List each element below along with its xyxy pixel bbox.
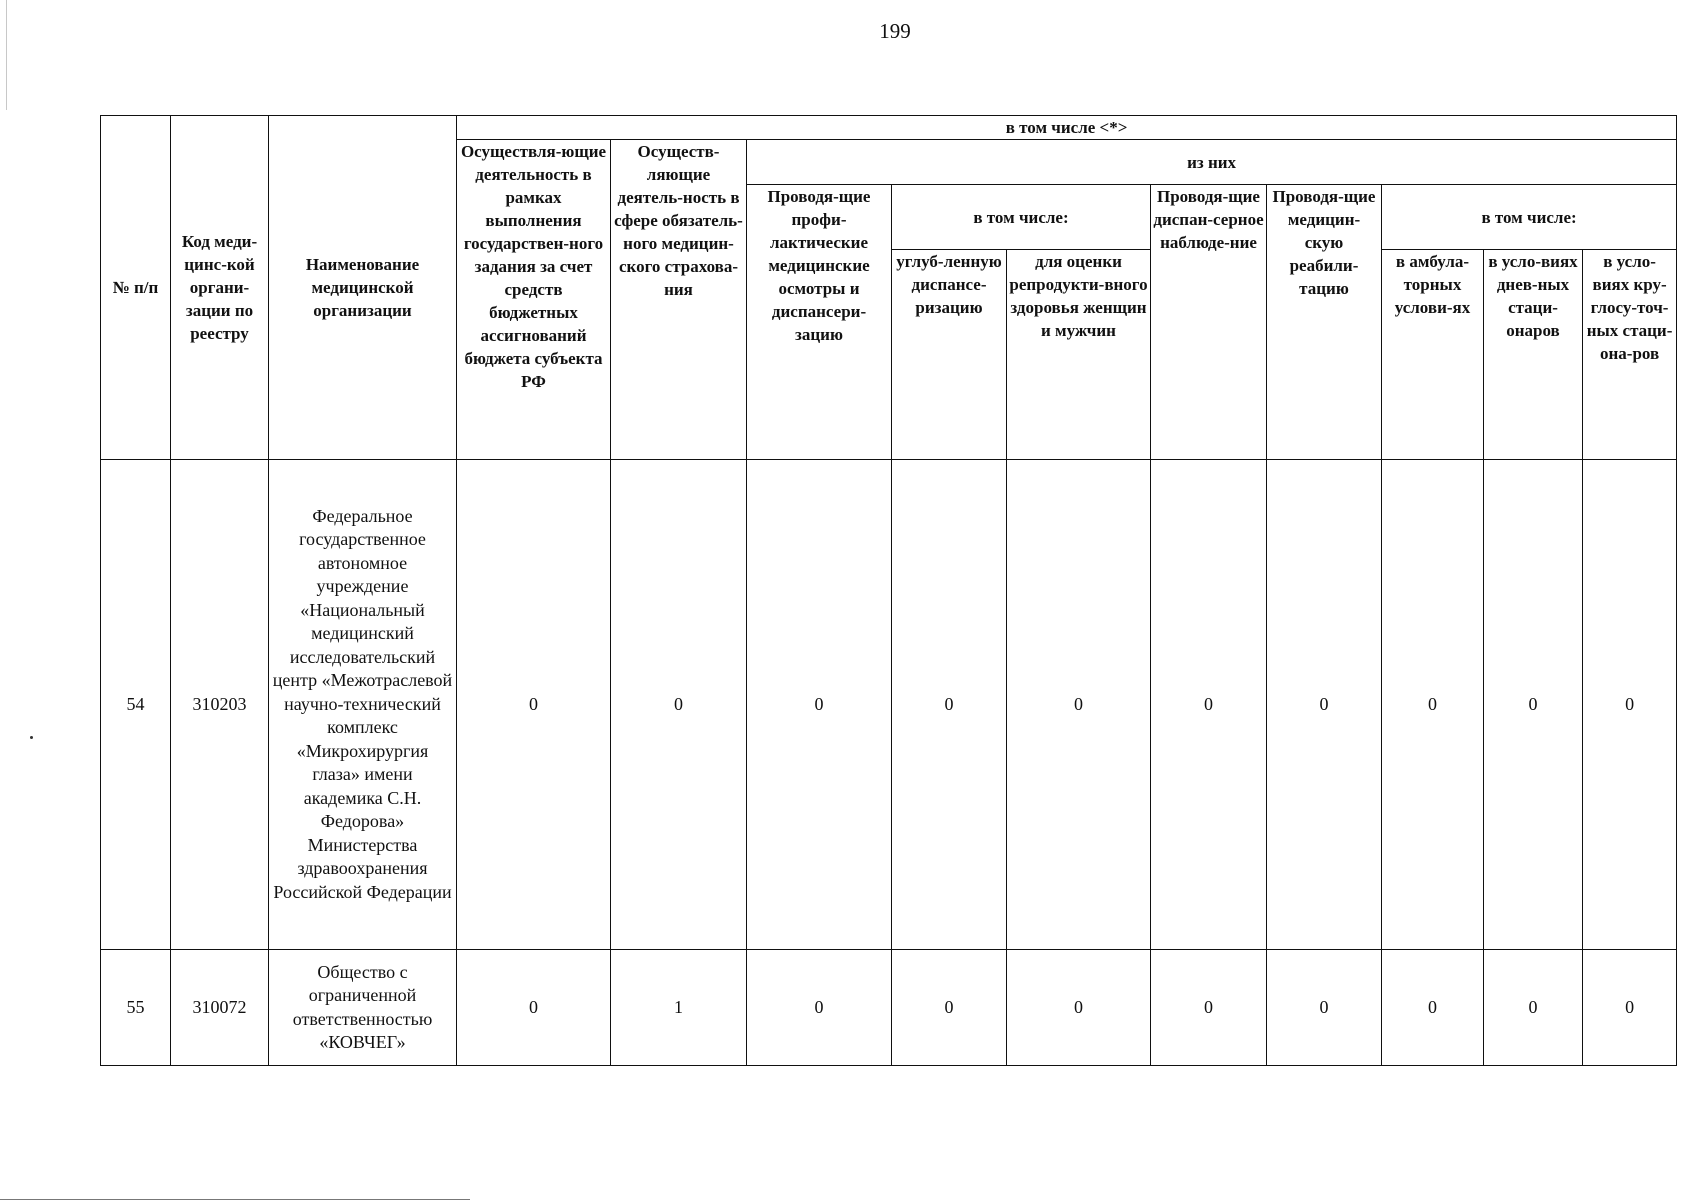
value-amb: 0 <box>1382 460 1484 950</box>
header-including-b: в том числе: <box>1382 185 1677 250</box>
header-repro: для оценки репродукти-вного здоровья женщин и мужчин <box>1007 250 1151 460</box>
value-deep: 0 <box>892 460 1007 950</box>
value-budget: 0 <box>457 950 611 1066</box>
scan-speck <box>30 736 33 739</box>
header-day: в усло-виях днев-ных стаци-онаров <box>1484 250 1583 460</box>
header-disp: Проводя-щие диспан-серное наблюде-ние <box>1151 185 1267 460</box>
row-code: 310203 <box>171 460 269 950</box>
value-budget: 0 <box>457 460 611 950</box>
value-day: 0 <box>1484 460 1583 950</box>
value-oms: 0 <box>611 460 747 950</box>
header-code: Код меди-цинс-кой органи-зации по реестру <box>171 116 269 460</box>
header-num: № п/п <box>101 116 171 460</box>
page-number: 199 <box>879 19 911 43</box>
row-num: 55 <box>101 950 171 1066</box>
header-prof: Проводя-щие профи-лактические медицинские осмотры и диспансери-зацию <box>747 185 892 460</box>
header-of-them: из них <box>747 140 1677 185</box>
value-disp: 0 <box>1151 950 1267 1066</box>
value-rehab: 0 <box>1267 460 1382 950</box>
header-deep: углуб-ленную диспансе-ризацию <box>892 250 1007 460</box>
registry-table <box>100 115 1677 1066</box>
header-oms: Осуществ-ляющие деятель-ность в сфере обязатель-ного медицин-ского страхова-ния <box>611 140 747 460</box>
table-row <box>101 460 1677 950</box>
value-prof: 0 <box>747 950 892 1066</box>
row-org-name: Федеральное государственное автономное учреждение «Национальный медицинский исследовательский центр «Межотраслевой научно-технический комплекс «Микрохирургия глаза» имени академика С.Н. Федорова» Министерства здравоохранения Российской Федерации <box>269 460 457 950</box>
row-org-name: Общество с ограниченной ответственностью «КОВЧЕГ» <box>269 950 457 1066</box>
header-including: в том числе <*> <box>457 116 1677 140</box>
value-rehab: 0 <box>1267 950 1382 1066</box>
value-prof: 0 <box>747 460 892 950</box>
header-budget: Осуществля-ющие деятельность в рамках выполнения государствен-ного задания за счет средств бюджетных ассигнований бюджета субъекта РФ <box>457 140 611 460</box>
row-num: 54 <box>101 460 171 950</box>
value-oms: 1 <box>611 950 747 1066</box>
value-round: 0 <box>1583 950 1677 1066</box>
row-code: 310072 <box>171 950 269 1066</box>
header-amb: в амбула-торных услови-ях <box>1382 250 1484 460</box>
value-round: 0 <box>1583 460 1677 950</box>
header-rehab: Проводя-щие медицин-скую реабили-тацию <box>1267 185 1382 460</box>
value-repro: 0 <box>1007 950 1151 1066</box>
header-round: в усло-виях кру-глосу-точ-ных стаци-она-ров <box>1583 250 1677 460</box>
value-day: 0 <box>1484 950 1583 1066</box>
scan-edge-line <box>6 0 7 110</box>
header-including-a: в том числе: <box>892 185 1151 250</box>
value-amb: 0 <box>1382 950 1484 1066</box>
value-repro: 0 <box>1007 460 1151 950</box>
header-name: Наименование медицинской организации <box>269 116 457 460</box>
value-disp: 0 <box>1151 460 1267 950</box>
value-deep: 0 <box>892 950 1007 1066</box>
table-row <box>101 950 1677 1066</box>
